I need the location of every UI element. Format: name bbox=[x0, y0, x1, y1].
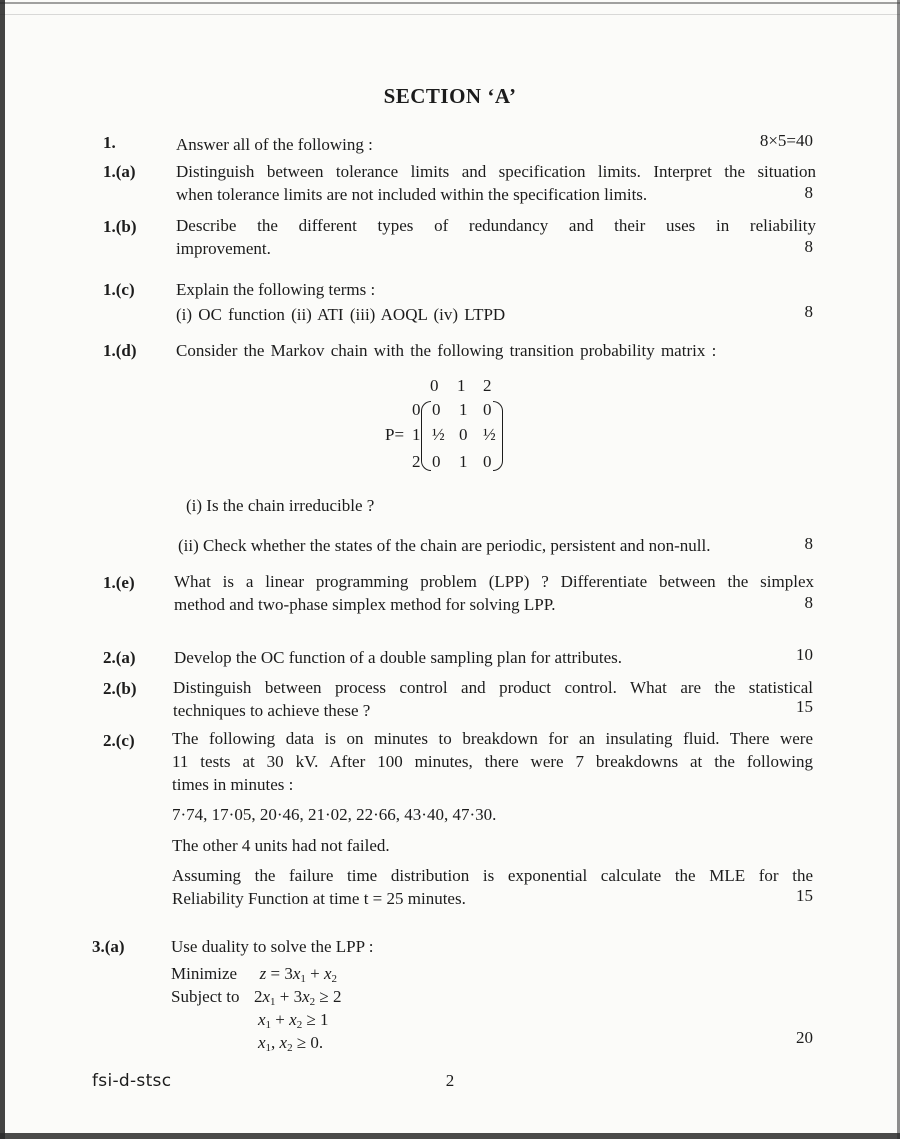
question-number-1c: 1.(c) bbox=[103, 280, 135, 299]
matrix-col-header-2: 2 bbox=[483, 376, 492, 395]
matrix-col-header-1: 1 bbox=[457, 376, 466, 395]
matrix-row-label-0: 0 bbox=[412, 400, 421, 419]
minimize-label: Minimize bbox=[171, 964, 238, 983]
matrix-col-header-0: 0 bbox=[430, 376, 439, 395]
matrix-cell-0-0: 0 bbox=[432, 400, 441, 419]
question-1c-marks: 8 bbox=[804, 302, 813, 321]
matrix-cell-1-0: ½ bbox=[432, 425, 445, 444]
lpp-objective: Minimize $z = 3x_1 + x_2$ bbox=[171, 964, 338, 985]
question-1e-line-1: What is a linear programming problem (LPP) ? Differentiate between the simplex bbox=[174, 572, 814, 591]
matrix-cell-0-1: 1 bbox=[459, 400, 468, 419]
matrix-row-label-2: 2 bbox=[412, 452, 421, 471]
question-number-1e: 1.(e) bbox=[103, 573, 135, 592]
question-1-text: Answer all of the following : bbox=[176, 135, 373, 154]
question-1a-line-1: Distinguish between tolerance limits and specification limits. Interpret the situation bbox=[176, 162, 816, 181]
question-1b-text bbox=[176, 214, 816, 260]
lpp-nonnegativity: $x_1$, $x_2 \ge 0$. bbox=[258, 1033, 324, 1054]
subject-to-label: Subject to bbox=[171, 987, 240, 1006]
lpp-constraint-1: Subject to $2x_1 + 3x_2 \ge 2$ bbox=[171, 987, 342, 1008]
matrix-cell-1-1: 0 bbox=[459, 425, 468, 444]
question-1a-text bbox=[176, 160, 816, 206]
question-1d-marks: 8 bbox=[804, 534, 813, 553]
question-1c-line-1: Explain the following terms : bbox=[176, 280, 376, 299]
question-3a-text: Use duality to solve the LPP : bbox=[171, 937, 374, 956]
scan-artifact-top bbox=[0, 2, 900, 4]
question-1d-part-ii: (ii) Check whether the states of the chain are periodic, persistent and non-null. bbox=[178, 536, 711, 555]
transition-matrix bbox=[378, 376, 518, 476]
question-1b-line-1: Describe the different types of redundancy and their uses in reliability bbox=[176, 216, 816, 235]
question-2b-text bbox=[173, 676, 813, 722]
question-number-1b: 1.(b) bbox=[103, 217, 137, 236]
question-2c-line-2: 11 tests at 30 kV. After 100 minutes, there were 7 breakdowns at the following bbox=[172, 752, 813, 771]
question-2c-other: The other 4 units had not failed. bbox=[172, 836, 390, 855]
question-2c-line-3: times in minutes : bbox=[172, 775, 294, 794]
question-number-1: 1. bbox=[103, 133, 116, 152]
question-2b-line-2: techniques to achieve these ? bbox=[173, 701, 371, 720]
question-2c-text bbox=[172, 727, 813, 796]
matrix-row-label-1: 1 bbox=[412, 425, 421, 444]
question-number-2a: 2.(a) bbox=[103, 648, 136, 667]
scan-artifact-top-faint bbox=[0, 14, 900, 15]
question-1d-part-i: (i) Is the chain irreducible ? bbox=[186, 496, 375, 515]
matrix-left-bracket bbox=[421, 401, 431, 471]
question-1e-text bbox=[174, 570, 814, 616]
matrix-cell-2-0: 0 bbox=[432, 452, 441, 471]
question-2b-line-1: Distinguish between process control and product control. What are the statistical bbox=[173, 678, 813, 697]
question-1b-marks: 8 bbox=[804, 237, 813, 256]
question-2c-marks: 15 bbox=[796, 886, 813, 905]
question-2b-marks: 15 bbox=[796, 697, 813, 716]
question-number-2c: 2.(c) bbox=[103, 731, 135, 750]
question-number-3a: 3.(a) bbox=[92, 937, 125, 956]
question-1-marks: 8×5=40 bbox=[759, 131, 813, 150]
section-title: SECTION ‘A’ bbox=[383, 84, 517, 108]
question-2c-data: 7·74, 17·05, 20·46, 21·02, 22·66, 43·40, 47·30. bbox=[172, 805, 497, 824]
question-2c-text-2 bbox=[172, 864, 813, 910]
matrix-cell-2-2: 0 bbox=[483, 452, 492, 471]
question-1e-line-2: method and two-phase simplex method for solving LPP. bbox=[174, 595, 556, 614]
scan-edge-bottom bbox=[0, 1133, 900, 1139]
question-1d-text: Consider the Markov chain with the following transition probability matrix : bbox=[176, 341, 717, 360]
question-number-1a: 1.(a) bbox=[103, 162, 136, 181]
paper-code: fsi-d-stsc bbox=[92, 1071, 172, 1091]
matrix-cell-1-2: ½ bbox=[483, 425, 496, 444]
question-2a-marks: 10 bbox=[796, 645, 813, 664]
question-number-2b: 2.(b) bbox=[103, 679, 137, 698]
question-1c-line-2: (i) OC function (ii) ATI (iii) AOQL (iv) LTPD bbox=[176, 305, 506, 324]
matrix-cell-2-1: 1 bbox=[459, 452, 468, 471]
question-3a-marks: 20 bbox=[796, 1028, 813, 1047]
question-1c-text bbox=[176, 277, 816, 327]
question-number-1d: 1.(d) bbox=[103, 341, 137, 360]
matrix-label: P= bbox=[385, 425, 405, 444]
question-1b-line-2: improvement. bbox=[176, 239, 271, 258]
question-2c-line-5: Reliability Function at time t = 25 minutes. bbox=[172, 889, 466, 908]
question-1e-marks: 8 bbox=[804, 593, 813, 612]
lpp-constraint-2: $x_1 + x_2 \ge 1$ bbox=[258, 1010, 329, 1031]
question-2a-text: Develop the OC function of a double sampling plan for attributes. bbox=[174, 648, 623, 667]
scan-edge-left bbox=[0, 0, 5, 1139]
question-2c-line-1: The following data is on minutes to breakdown for an insulating fluid. There were bbox=[172, 729, 813, 748]
matrix-cell-0-2: 0 bbox=[483, 400, 492, 419]
question-1a-line-2: when tolerance limits are not included within the specification limits. bbox=[176, 185, 648, 204]
question-2c-line-4: Assuming the failure time distribution is exponential calculate the MLE for the bbox=[172, 866, 813, 885]
page-number: 2 bbox=[445, 1071, 455, 1090]
question-1a-marks: 8 bbox=[804, 183, 813, 202]
